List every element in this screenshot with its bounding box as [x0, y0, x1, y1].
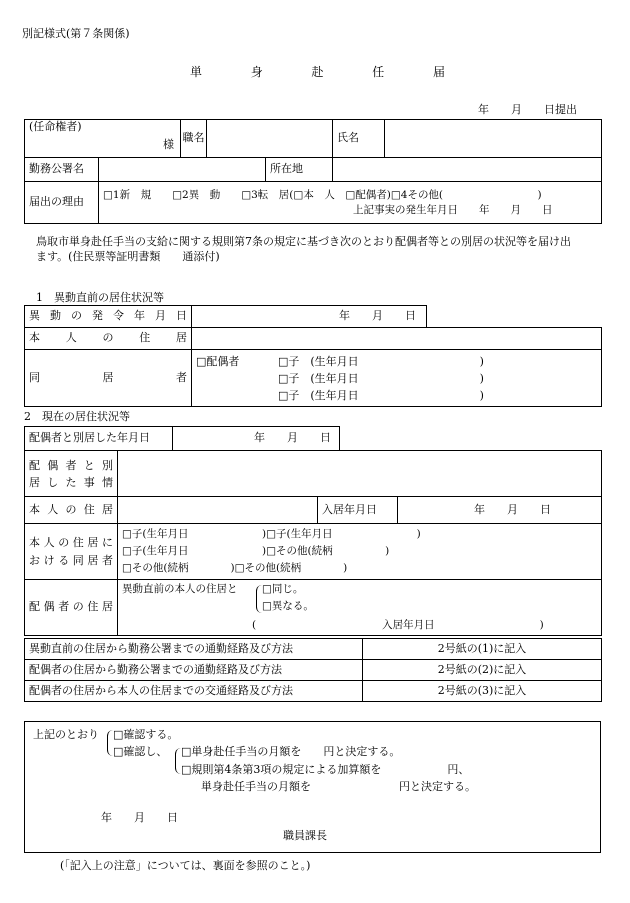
s2-cohabitant-label: 本 人 の 住 居 に お け る 同 居 者	[25, 524, 118, 580]
move-in-value[interactable]: 年 月 日	[398, 497, 602, 524]
separation-reason-label: 配 偶 者 と 別 居 し た 事 情	[25, 451, 118, 497]
occurrence-date: 上記事実の発生年月日 年 月 日	[353, 203, 553, 216]
cohabitant-row[interactable]: □子 (生年月日 )	[278, 371, 484, 385]
footer-note: (「記入上の注意」については、裏面を参照のこと。)	[60, 859, 311, 872]
spouse-same-option[interactable]: □同じ。	[262, 583, 304, 595]
monthly-amount-option[interactable]: □単身赴任手当の月額を 円と決定する。	[181, 745, 401, 758]
name-label: 氏名	[333, 120, 385, 158]
route-label: 配偶者の住居から本人の住居までの交通経路及び方法	[25, 681, 363, 702]
section1-heading: 1 異動直前の居住状況等	[36, 291, 164, 304]
section1-order-table	[24, 305, 427, 328]
reason-cell[interactable]	[99, 182, 602, 224]
title-char: 単	[190, 65, 203, 79]
spouse-residence-label: 配 偶 者 の 住 居	[25, 580, 118, 636]
s2-cohabitant-row[interactable]: □その他(続柄 )□その他(続柄 )	[122, 562, 348, 574]
confirmation-box	[24, 721, 601, 853]
separation-reason-field[interactable]	[118, 451, 602, 497]
order-date-value[interactable]: 年 月 日	[192, 306, 427, 328]
order-date-label: 異 動 の 発 令 年 月 日	[25, 306, 192, 328]
residence-field[interactable]	[192, 328, 602, 350]
spouse-residence-cell	[118, 580, 602, 636]
section2-separation-table	[24, 426, 340, 451]
section1-table	[24, 327, 602, 407]
office-label: 勤務公署名	[25, 158, 99, 182]
appointer-label: (任命権者)	[29, 120, 82, 133]
confirm-adjust-option[interactable]: □確認し、	[113, 745, 168, 758]
submission-date: 年 月 日提出	[478, 103, 577, 116]
location-field[interactable]	[333, 158, 602, 182]
spouse-diff-option[interactable]: □異なる。	[262, 600, 314, 612]
applicant-table	[24, 119, 602, 224]
section2-heading: 2 現在の居住状況等	[24, 410, 130, 423]
separation-date-value[interactable]: 年 月 日	[173, 427, 340, 451]
additional-amount-option[interactable]: □規則第4条第3項の規定による加算額を 円、	[181, 763, 470, 776]
confirm-date[interactable]: 年 月 日	[101, 811, 178, 824]
route-table	[24, 638, 602, 702]
form-label: 別記様式(第７条関係)	[22, 27, 130, 40]
position-field[interactable]	[207, 120, 333, 158]
signer-title: 職員課長	[283, 829, 327, 842]
intro-text-line2: ます。(住民票等証明書類 通添付)	[36, 250, 220, 263]
cohabitant-row[interactable]: □配偶者 □子 (生年月日 )	[196, 354, 484, 368]
title-char: 任	[372, 65, 385, 79]
reason-options[interactable]: □1新 規 □2異 動 □3転 居(□本 人 □配偶者)□4その他( )	[103, 189, 542, 202]
s2-cohabitant-row[interactable]: □子(生年月日 )□子(生年月日 )	[122, 528, 421, 540]
name-field[interactable]	[385, 120, 602, 158]
route-note: 2号紙の(2)に記入	[363, 660, 602, 681]
title-char: 赴	[311, 65, 324, 79]
section2-table	[24, 450, 602, 636]
s2-cohabitant-row[interactable]: □子(生年月日 )□その他(続柄 )	[122, 545, 390, 557]
separation-date-label: 配偶者と別居した年月日	[25, 427, 173, 451]
s2-residence-field[interactable]	[118, 497, 318, 524]
confirm-option[interactable]: □確認する。	[113, 728, 179, 741]
location-label: 所在地	[266, 158, 333, 182]
appointer-suffix: 様	[163, 138, 174, 152]
title-char: 身	[250, 65, 263, 79]
page-title	[190, 66, 445, 78]
route-note: 2号紙の(3)に記入	[363, 681, 602, 702]
title-char: 届	[432, 65, 445, 79]
office-field[interactable]	[99, 158, 266, 182]
move-in-label: 入居年月日	[318, 497, 398, 524]
s2-cohabitant-cell	[118, 524, 602, 580]
cohabitant-label: 同 居 者	[25, 350, 192, 407]
cohabitant-row[interactable]: □子 (生年月日 )	[278, 388, 484, 402]
spouse-move-in[interactable]: ( 入居年月日 )	[252, 619, 544, 631]
s2-residence-label: 本 人 の 住 居	[25, 497, 118, 524]
spouse-compare: 異動直前の本人の住居と	[122, 583, 238, 595]
appointer-cell	[25, 120, 181, 158]
position-label: 職名	[181, 120, 207, 158]
reason-label: 届出の理由	[25, 182, 99, 224]
intro-text-line1: 鳥取市単身赴任手当の支給に関する規則第7条の規定に基づき次のとおり配偶者等との別居の状況等を届け出	[36, 235, 571, 248]
route-note: 2号紙の(1)に記入	[363, 639, 602, 660]
route-label: 配偶者の住居から勤務公署までの通勤経路及び方法	[25, 660, 363, 681]
cohabitant-cell	[192, 350, 602, 407]
confirm-intro: 上記のとおり	[33, 728, 99, 741]
route-label: 異動直前の住居から勤務公署までの通勤経路及び方法	[25, 639, 363, 660]
residence-label: 本 人 の 住 居	[25, 328, 192, 350]
monthly-total-line: 単身赴任手当の月額を 円と決定する。	[201, 780, 476, 793]
